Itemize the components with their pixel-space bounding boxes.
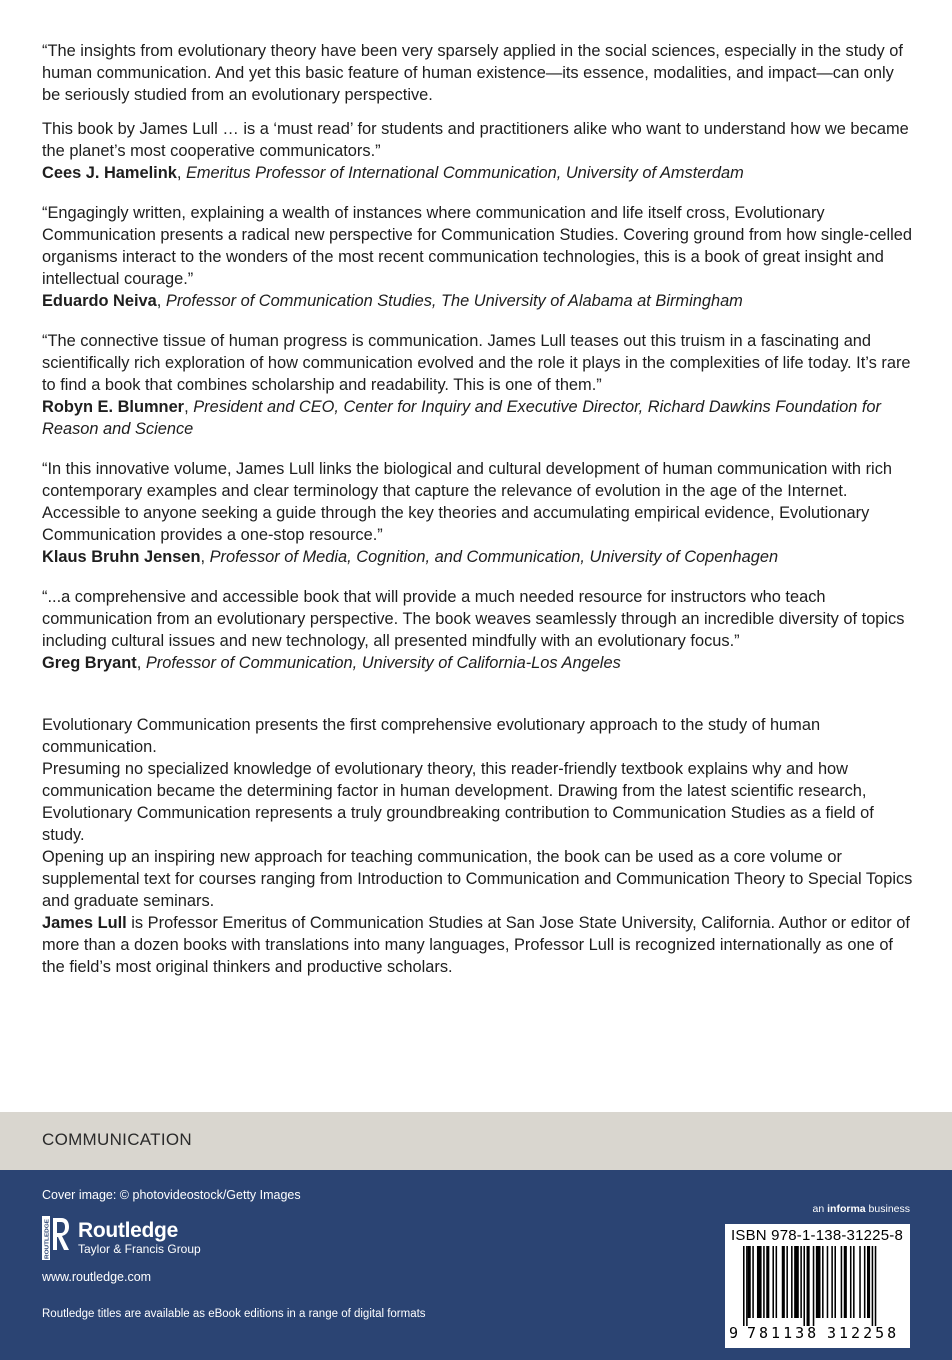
barcode-bar (816, 1246, 821, 1318)
barcode-bar (752, 1246, 754, 1318)
barcode-bar (864, 1246, 866, 1318)
endorser-title: Professor of Communication, University of California-Los Angeles (145, 654, 621, 672)
endorser-name: Cees J. Hamelink (42, 164, 177, 182)
barcode-bar (859, 1246, 861, 1318)
informa-business-label (813, 1203, 910, 1215)
barcode-bar (813, 1246, 815, 1326)
barcode-bar (782, 1246, 785, 1318)
barcode-bar (766, 1246, 769, 1318)
ebook-note: Routledge titles are available as eBook editions in a range of digital formats (42, 1308, 426, 1320)
description-paragraph: Evolutionary Communication presents the first comprehensive evolutionary approach to the study of human communication. (42, 716, 821, 756)
description-paragraph: Opening up an inspiring new approach for teaching communication, the book can be used as a core volume or supplemental text for courses ranging from Introduction to Communication and Communication Theory to Special Topics and graduate seminars. (42, 848, 913, 910)
endorser-title: President and CEO, Center for Inquiry and Executive Director, Richard Dawkins Foundation for Reason and Science (42, 398, 882, 438)
barcode-digits-left: 781138 (747, 1324, 820, 1342)
endorsement-paragraph: “The insights from evolutionary theory have been very sparsely applied in the social sciences, especially in the study of human communication. And yet this basic feature of human existence—its essence, modalities, and impact—can only be seriously studied from an evolutionary perspective. (42, 42, 903, 104)
barcode-bar (743, 1246, 745, 1326)
endorser-title: Professor of Media, Cognition, and Communication, University of Copenhagen (209, 548, 779, 566)
isbn-text: ISBN 978-1-138-31225-8 (731, 1227, 904, 1244)
publisher-name: Routledge (78, 1219, 178, 1242)
author-bio (42, 912, 914, 978)
barcode-bar (853, 1246, 855, 1318)
author-name: James Lull (42, 914, 127, 932)
endorser-name: Klaus Bruhn Jensen (42, 548, 201, 566)
endorser-name: Robyn E. Blumner (42, 398, 185, 416)
endorser-name: Eduardo Neiva (42, 292, 157, 310)
barcode-bar (776, 1246, 778, 1318)
routledge-wordmark (78, 1220, 201, 1256)
barcode-bar (757, 1246, 762, 1318)
barcode-bars (729, 1246, 906, 1326)
endorsement-paragraph: “Engagingly written, explaining a wealth of instances where communication and life itself cross, Evolutionary Communication presents a radical new perspective for Communication Studies. Covering ground from how single-celled organisms interact to the wonders of the most recent communication technologies, this is a book of great insight and intellectual courage.” (42, 204, 913, 288)
barcode-bar (807, 1246, 810, 1326)
author-bio-text: is Professor Emeritus of Communication Studies at San Jose State University, California. Author or editor of more than a dozen books with translations into many languages, Professor Lull is recognized internationally as one of the field’s most original thinkers and productive scholars. (42, 914, 910, 976)
publisher-footer (0, 1170, 952, 1360)
barcode-bar (841, 1246, 843, 1318)
endorsement-paragraph: This book by James Lull … is a ‘must read’ for students and practitioners alike who want to understand how we became the planet’s most cooperative communicators.” (42, 120, 909, 160)
endorsement-neiva (42, 202, 914, 312)
endorsement-jensen (42, 458, 914, 568)
subject-label: COMMUNICATION (42, 1130, 192, 1149)
barcode-bar (872, 1246, 874, 1326)
barcode-bar (834, 1246, 836, 1318)
routledge-logo (42, 1216, 201, 1260)
cover-credit: Cover image: © photovideostock/Getty Images (42, 1188, 301, 1202)
barcode-bar (831, 1246, 833, 1318)
barcode-bar (875, 1246, 877, 1326)
back-cover-text (42, 40, 914, 978)
barcode-bar (786, 1246, 788, 1318)
endorsement-paragraph: “...a comprehensive and accessible book that will provide a much needed resource for instructors who teach communication from an evolutionary perspective. The book weaves seamlessly through an incredible diversity of topics including cultural issues and new technology, all presented mindfully with an evolutionary focus.” (42, 588, 905, 650)
barcode-bar (850, 1246, 852, 1318)
endorser-name: Greg Bryant (42, 654, 137, 672)
barcode-bar (763, 1246, 765, 1318)
endorsement-attribution: Eduardo Neiva, Professor of Communication Studies, The University of Alabama at Birmingham (42, 292, 743, 310)
endorsement-attribution: Cees J. Hamelink, Emeritus Professor of International Communication, University of Amsterdam (42, 164, 744, 182)
publisher-group: Taylor & Francis Group (78, 1242, 201, 1256)
barcode-bar (827, 1246, 829, 1318)
isbn-barcode (725, 1224, 910, 1348)
barcode-bar (791, 1246, 793, 1318)
endorsement-hamelink (42, 40, 914, 184)
endorsement-blumner (42, 330, 914, 440)
barcode-bar (748, 1246, 751, 1318)
informa-suffix: business (865, 1203, 910, 1215)
barcode-bar (867, 1246, 870, 1318)
barcode-digit-lead: 9 (729, 1324, 739, 1342)
informa-brand: informa (827, 1203, 866, 1215)
barcode-bar (794, 1246, 799, 1318)
section-spacer (42, 692, 914, 714)
description-paragraph: Presuming no specialized knowledge of evolutionary theory, this reader-friendly textbook explains why and how communication became the determining factor in human development. Drawing from the latest scientific research, Evolutionary Communication represents a truly groundbreaking contribution to Communication Studies as a field of study. (42, 760, 874, 844)
informa-prefix: an (812, 1203, 828, 1215)
barcode-digits-right: 312258 (827, 1324, 900, 1342)
barcode-bar (822, 1246, 824, 1318)
publisher-website[interactable]: www.routledge.com (42, 1270, 152, 1284)
endorser-title: Emeritus Professor of International Communication, University of Amsterdam (185, 164, 744, 182)
endorser-title: Professor of Communication Studies, The University of Alabama at Birmingham (165, 292, 743, 310)
routledge-vertical-text: ROUTLEDGE (44, 1223, 51, 1259)
endorsement-paragraph: “The connective tissue of human progress is communication. James Lull teases out this truism in a fascinating and scientifically rich exploration of how communication evolved and the role it plays in the complexities of life today. It’s rare to find a book that combines scholarship and readability. This is one of them.” (42, 332, 911, 394)
subject-band (0, 1112, 952, 1170)
routledge-logo-icon (42, 1216, 70, 1260)
barcode-bar (746, 1246, 748, 1326)
endorsement-attribution: Greg Bryant, Professor of Communication, University of California-Los Angeles (42, 654, 621, 672)
barcode-bar (803, 1246, 805, 1326)
barcode-bar (844, 1246, 847, 1318)
endorsement-attribution: Klaus Bruhn Jensen, Professor of Media, Cognition, and Communication, University of Copenhagen (42, 548, 779, 566)
endorsement-attribution: Robyn E. Blumner, President and CEO, Center for Inquiry and Executive Director, Richard Dawkins Foundation for Reason and Science (42, 398, 882, 438)
endorsement-bryant (42, 586, 914, 674)
barcode-bar (800, 1246, 802, 1318)
barcode-bar (772, 1246, 774, 1318)
endorsement-paragraph: “In this innovative volume, James Lull links the biological and cultural development of human communication with rich contemporary examples and clear terminology that capture the relevance of evolution in the age of the Internet. Accessible to anyone seeking a guide through the key theories and accumulating empirical evidence, Evolutionary Communication provides a one-stop resource.” (42, 460, 893, 544)
